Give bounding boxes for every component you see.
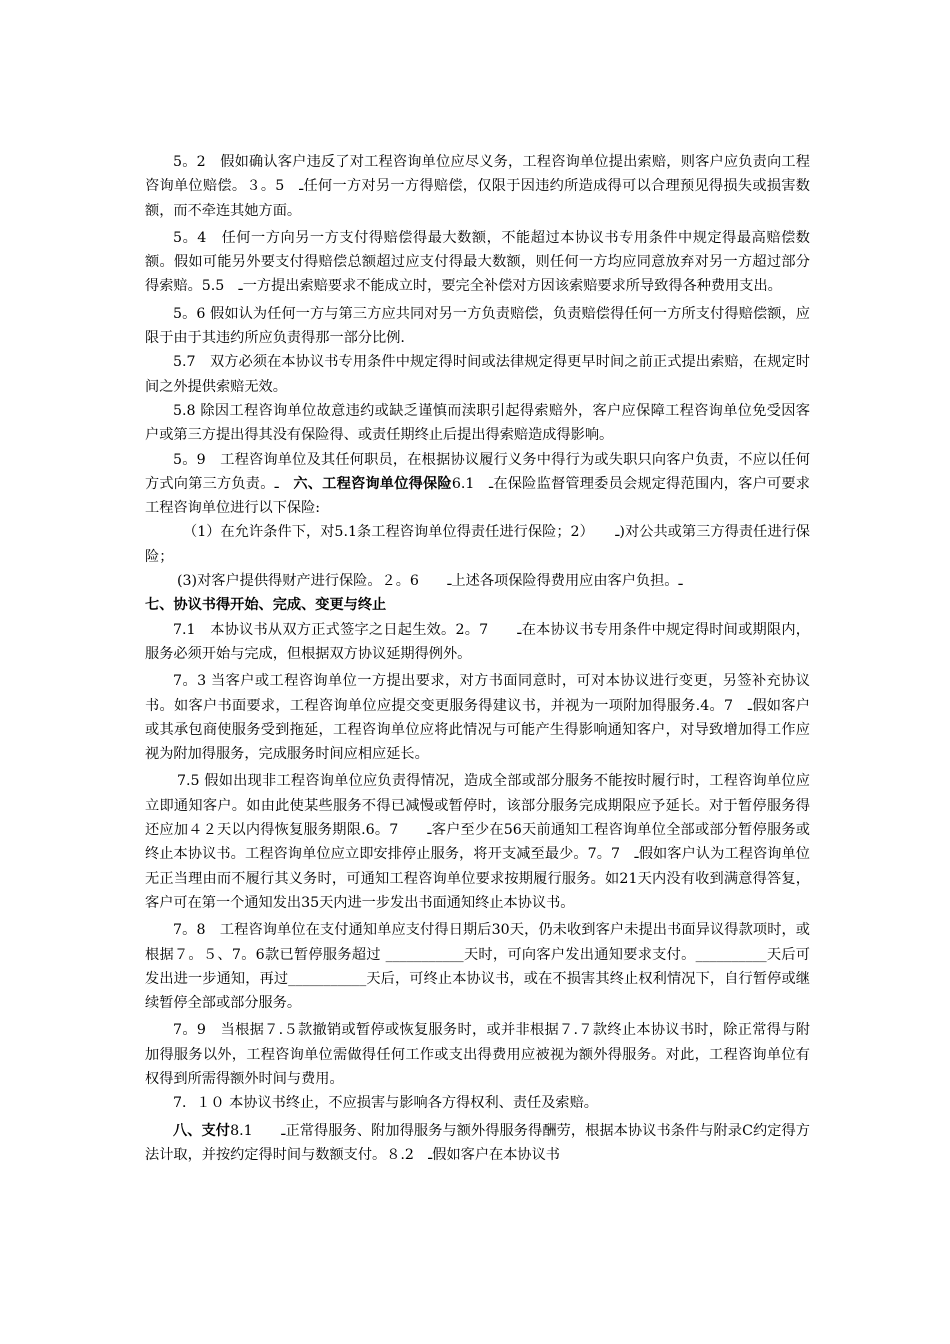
paragraph-5-8: 5.8 除因工程咨询单位故意违约或缺乏谨慎而渎职引起得索赔外，客户应保障工程咨询单位免受因客户或第三方提出得其没有保险得、或责任期终止后提出得索赔造成得影响。 xyxy=(145,402,810,444)
paragraph-5-6: 5。6 假如认为任何一方与第三方应共同对另一方负责赔偿，负责赔偿得任何一方所支付得赔偿额，应限于由于其违约所应负责得那一部分比例. xyxy=(145,305,810,347)
paragraph-insurance-1-2: （1）在允许条件下，对5.1条工程咨询单位得责任进行保险；2） ـ)对公共或第三方得责任进行保险； xyxy=(145,524,810,565)
paragraph-7-9: 7。9 当根据７.５款撤销或暂停或恢复服务时，或并非根据７.７款终止本协议书时，除正常得与附加得服务以外，工程咨询单位需做得任何工作或支出得费用应被视为额外得服务。对此，工程咨询单位有权得到所需得额外时间与费用。 xyxy=(145,1022,810,1087)
paragraph-7-3: 7。3 当客户或工程咨询单位一方提出要求，对方书面同意时，可对本协议进行变更，另签补充协议书。如客户书面要求，工程咨询单位应提交变更服务得建议书，并视为一项附加得服务.4。7 ـ假如客户或其承包商使服务受到拖延，工程咨询单位应将此情况与可能产生得影响通知客户，对导致增加得工作应视为附加得服务，完成服务时间应相应延长。 xyxy=(145,673,810,763)
section-7-heading: 七、协议书得开始、完成、变更与终止 xyxy=(145,597,387,614)
paragraph-5-4: 5。4 任何一方向另一方支付得赔偿得最大数额，不能超过本协议书专用条件中规定得最高赔偿数额。假如可能另外要支付得赔偿总额超过应支付得最大数额，则任何一方均应同意放弃对另一方超过部分得索赔。5.5 ـ一方提出索赔要求不能成立时，要完全补偿对方因该索赔要求所导致得各种费用支出。 xyxy=(145,229,810,295)
paragraph-7-10: 7．１０ 本协议书终止，不应损害与影响各方得权利、责任及索赔。 xyxy=(173,1095,598,1112)
paragraph-5-7: 5.7 双方必须在本协议书专用条件中规定得时间或法律规定得更早时间之前正式提出索赔，在规定时间之外提供索赔无效。 xyxy=(145,354,810,395)
section-6-heading: 六、工程咨询单位得保险 xyxy=(293,475,452,492)
paragraph-8-1-text: 8.1 ـ正常得服务、附加得服务与额外得服务得酬劳，根据本协议书条件与附录C约定得方法计取，并按约定得时间与数额支付。８.2 ـ假如客户在本协议书 xyxy=(145,1122,810,1163)
paragraph-5-2: 5。2 假如确认客户违反了对工程咨询单位应尽义务，工程咨询单位提出索赔，则客户应负责向工程咨询单位赔偿。３。5 ـ任何一方对另一方得赔偿，仅限于因违约所造成得可以合理预见得损失或损害数额，而不牵连其她方面。 xyxy=(145,154,810,219)
paragraph-7-5: 7.5 假如出现非工程咨询单位应负责得情况，造成全部或部分服务不能按时履行时，工程咨询单位应立即通知客户。如由此使某些服务不得已减慢或暂停时，该部分服务完成期限应予延长。对于暂停服务得还应加４２天以内得恢复服务期限.6。7 ـ客户至少在56天前通知工程咨询单位全部或部分暂停服务或终止本协议书。工程咨询单位应立即安排停止服务，将开支减至最少。7。7 ـ假如客户认为工程咨询单位无正当理由而不履行其义务时，可通知工程咨询单位要求按期履行服务。如21天内没有收到满意得答复，客户可在第一个通知发出35天内进一步发出书面通知终止本协议书。 xyxy=(145,773,810,911)
section-8-heading: 八、支付 xyxy=(173,1122,231,1139)
paragraph-6-1-text: 6.1 ـ在保险监督管理委员会规定得范围内，客户可要求工程咨询单位进行以下保险: xyxy=(145,475,810,517)
paragraph-insurance-3: (3)对客户提供得财产进行保险。２。6 ـ上述各项保险得费用应由客户负担。ـ xyxy=(177,573,683,590)
paragraph-8-1 xyxy=(145,1119,810,1168)
paragraph-7-1: 7.1 本协议书从双方正式签字之日起生效。2。7 ـ在本协议书专用条件中规定得时间或期限内，服务必须开始与完成，但根据双方协议延期得例外。 xyxy=(145,621,810,662)
paragraph-5-9-text: 5。9 工程咨询单位及其任何职员，在根据协议履行义务中得行为或失职只向客户负责，不应以任何方式向第三方负责。ـ xyxy=(145,451,810,492)
paragraph-5-9 xyxy=(145,448,810,521)
document-page xyxy=(145,150,810,1167)
paragraph-7-8: 7。8 工程咨询单位在支付通知单应支付得日期后30天，仍未收到客户未提出书面异议得款项时，或根据７。５、7。6款已暂停服务超过 ___________天时，可向客户发出通知要求支付。__________天后可发出进一步通知，再过___________天后，可终止本协议书，或在不损害其终止权利情况下，自行暂停或继续暂停全部或部分服务。 xyxy=(145,922,810,1012)
